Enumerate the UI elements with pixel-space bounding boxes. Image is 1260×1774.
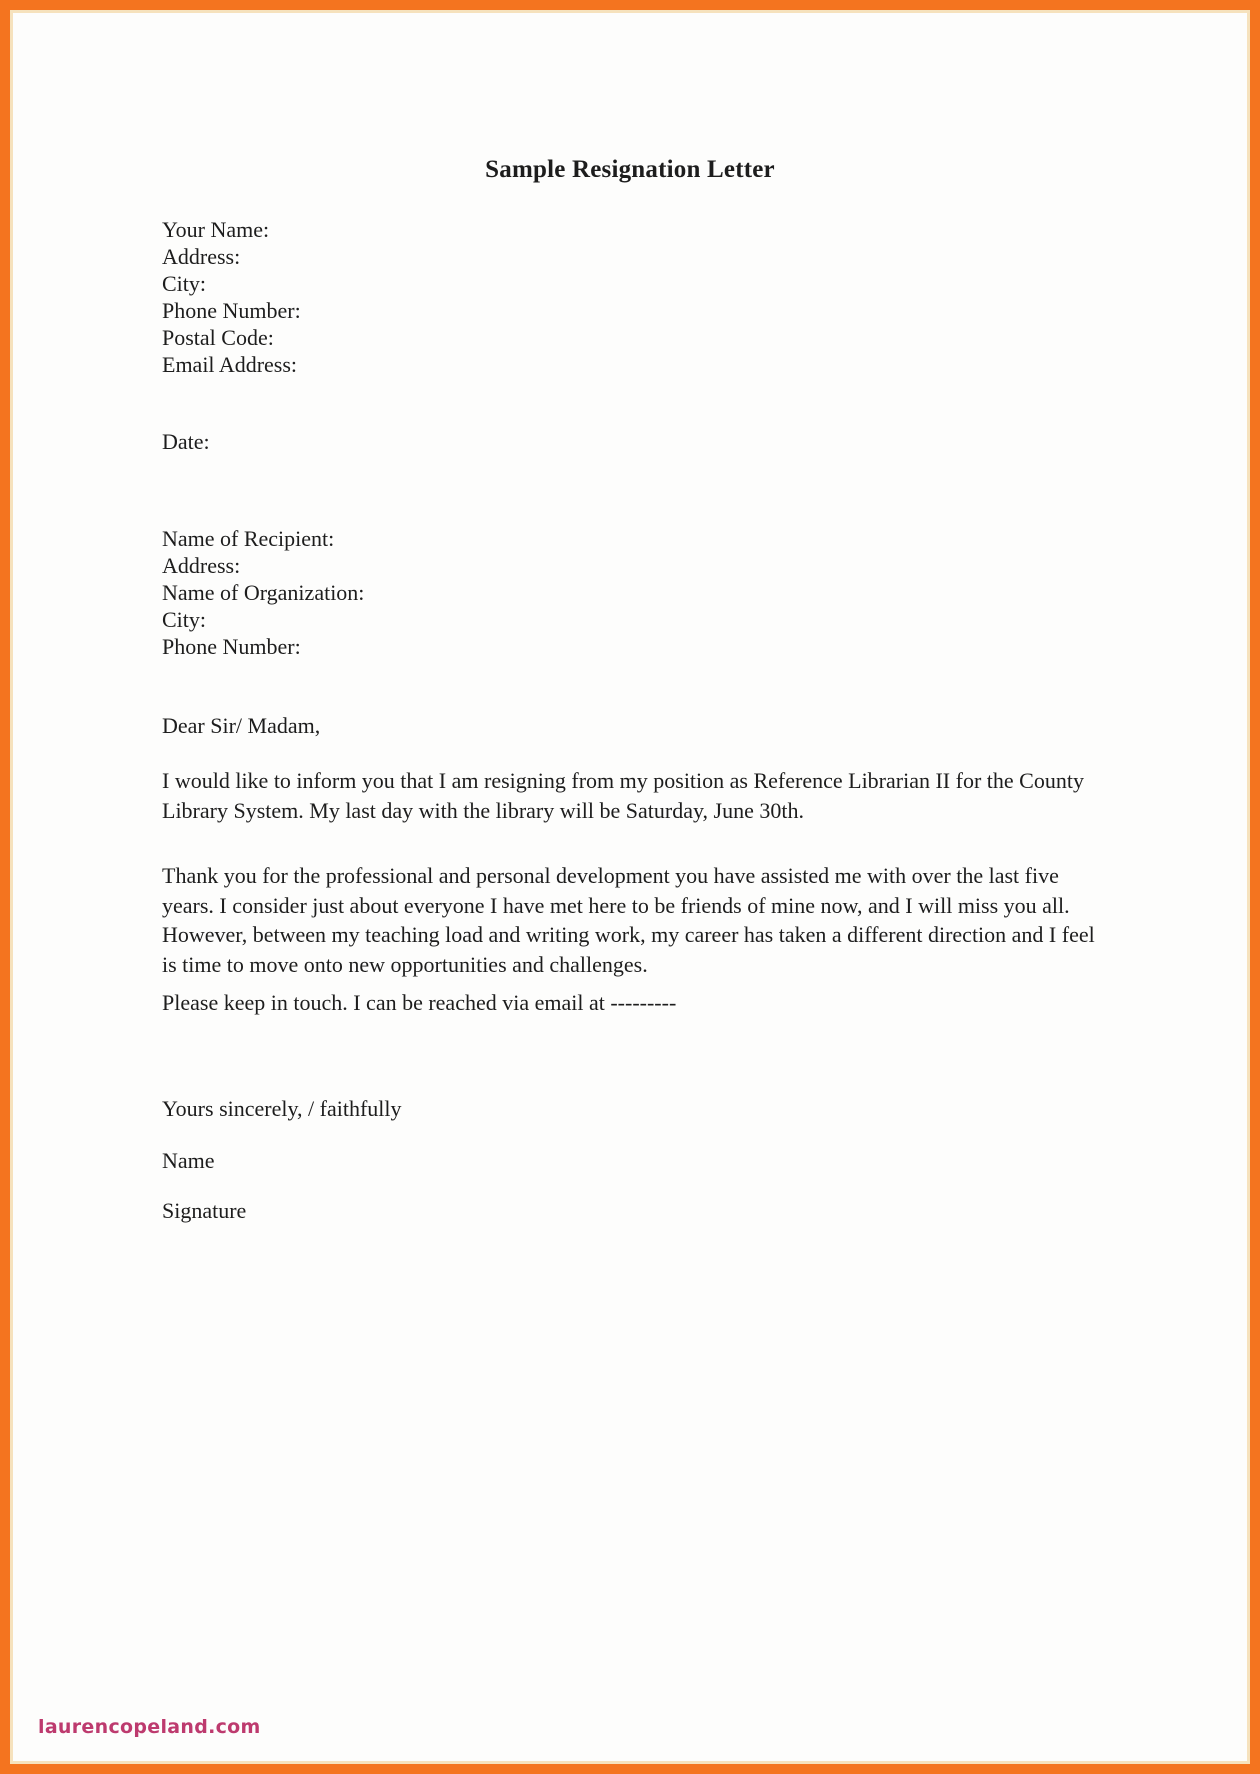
closing-line: Yours sincerely, / faithfully (162, 1096, 402, 1121)
body-paragraph-keep-in-touch: Please keep in touch. I can be reached via email at --------- (162, 990, 677, 1015)
recipient-city-label: City: (162, 607, 207, 632)
salutation: Dear Sir/ Madam, (162, 713, 321, 738)
body-paragraph-resignation: I would like to inform you that I am resigning from my position as Reference Librarian II for the County Library System. My last day with the library will be Saturday, June 30th. (162, 768, 1084, 823)
watermark-site-name: laurencopeland.com (38, 1716, 261, 1738)
signer-name-label: Name (162, 1148, 215, 1173)
recipient-organization-label: Name of Organization: (162, 580, 365, 605)
recipient-phone-label: Phone Number: (162, 634, 301, 659)
sender-phone-label: Phone Number: (162, 298, 301, 323)
signature-label: Signature (162, 1198, 247, 1223)
sender-city-label: City: (162, 271, 207, 296)
recipient-address-block (162, 525, 364, 660)
date-label: Date: (162, 429, 210, 454)
sender-email-label: Email Address: (162, 352, 298, 377)
body-paragraph-thanks: Thank you for the professional and personal development you have assisted me with over the last five years. I consider just about everyone I have met here to be friends of mine now, and I will miss you all. However, between my teaching load and writing work, my career has taken a different direction and I feel is time to move onto new opportunities and challenges. (162, 863, 1095, 977)
sender-name-label: Your Name: (162, 217, 270, 242)
recipient-address-label: Address: (162, 553, 241, 578)
sender-address-label: Address: (162, 244, 241, 269)
recipient-name-label: Name of Recipient: (162, 526, 335, 551)
sender-address-block (162, 216, 301, 378)
letter-title: Sample Resignation Letter (485, 156, 775, 183)
sender-postal-code-label: Postal Code: (162, 325, 274, 350)
